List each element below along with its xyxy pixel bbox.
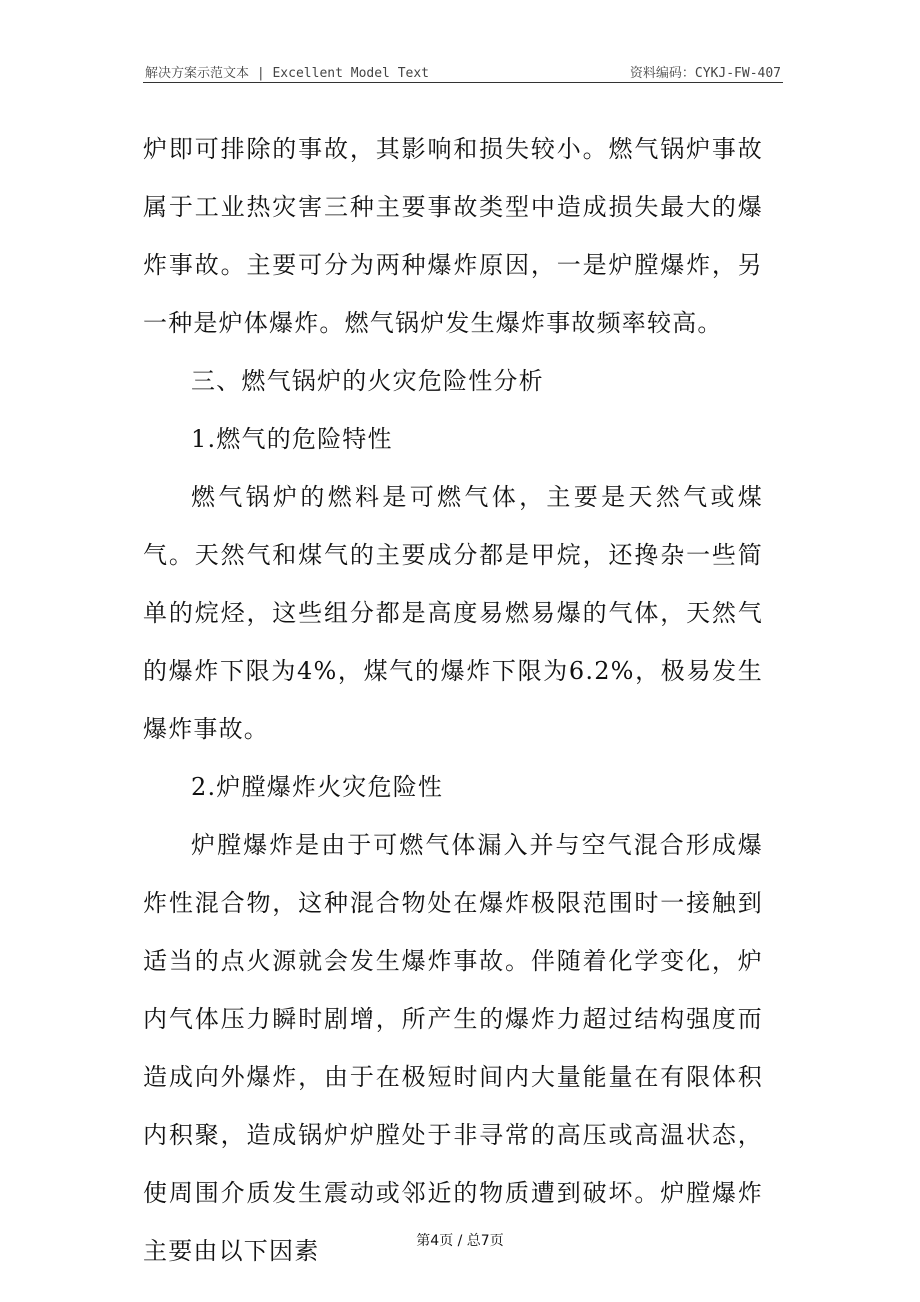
section-heading: 三、燃气锅炉的火灾危险性分析 (191, 367, 544, 395)
header-doc-code: 资料编码：CYKJ-FW-407 (629, 66, 781, 81)
header-doc-type: 解决方案示范文本 | Excellent Model Text (145, 66, 430, 81)
subsection-heading-2: 2.炉膛爆炸火灾危险性 (191, 773, 444, 801)
body-paragraph-furnace-explosion: 炉膛爆炸是由于可燃气体漏入并与空气混合形成爆炸性混合物，这种混合物处在爆炸极限范围时一接触到适当的点火源就会发生爆炸事故。伴随着化学变化，炉内气体压力瞬时剧增，所产生的爆炸力超过结构强度而造成向外爆炸，由于在极短时间内大量能量在有限体积内积聚，造成锅炉炉膛处于非寻常的高压或高温状态，使周围介质发生震动或邻近的物质遭到破坏。炉膛爆炸主要由以下因素 (143, 831, 763, 1265)
subsection-heading-1: 1.燃气的危险特性 (191, 425, 393, 453)
body-paragraph-gas-hazard: 燃气锅炉的燃料是可燃气体，主要是天然气或煤气。天然气和煤气的主要成分都是甲烷，还搀杂一些简单的烷烃，这些组分都是高度易燃易爆的气体，天然气的爆炸下限为4%，煤气的爆炸下限为6.2%，极易发生爆炸事故。 (143, 483, 763, 743)
page-number: 第4页 / 总7页 (416, 1233, 504, 1249)
document-body (143, 120, 763, 1280)
body-paragraph-continued: 炉即可排除的事故，其影响和损失较小。燃气锅炉事故属于工业热灾害三种主要事故类型中造成损失最大的爆炸事故。主要可分为两种爆炸原因，一是炉膛爆炸，另一种是炉体爆炸。燃气锅炉发生爆炸事故频率较高。 (143, 135, 763, 337)
page-header (143, 60, 783, 83)
